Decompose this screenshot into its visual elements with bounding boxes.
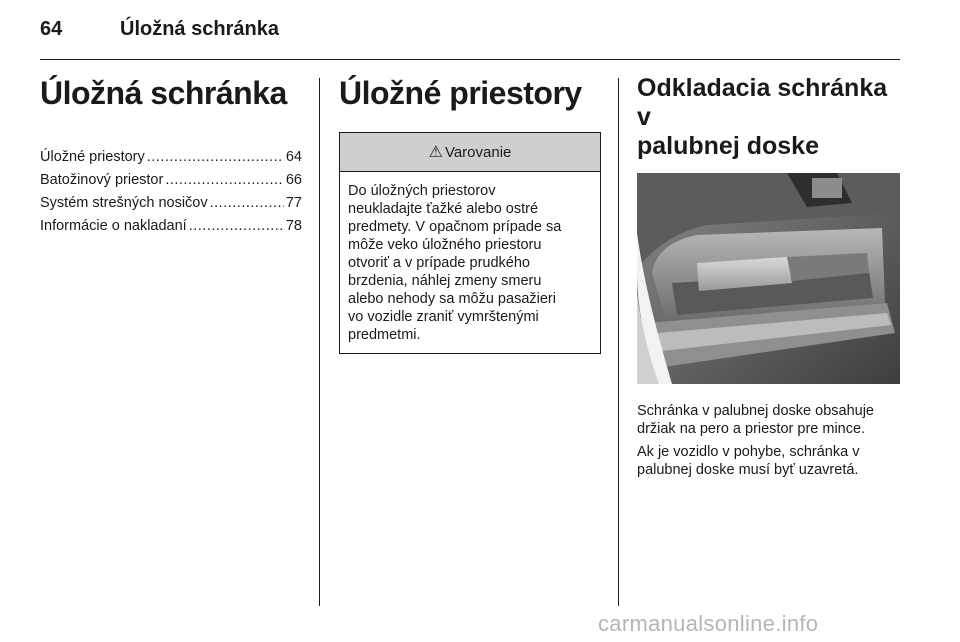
subsection-title-line: palubnej doske (637, 132, 819, 160)
toc-item-page: 64 (285, 149, 302, 165)
warning-triangle-icon: ⚠ (428, 144, 443, 161)
paragraph-line: Ak je vozidlo v pohybe, schránka v (637, 444, 860, 460)
column-divider-1 (319, 78, 320, 606)
warning-line: predmety. V opačnom prípade sa (348, 219, 562, 235)
toc-item-page: 66 (285, 172, 302, 188)
warning-line: neukladajte ťažké alebo ostré (348, 201, 539, 217)
section-title: Úložné priestory (339, 75, 582, 111)
warning-line: alebo nehody sa môžu pasažieri (348, 291, 556, 307)
toc-item-label: Systém strešných nosičov (40, 195, 208, 211)
paragraph-line: držiak na pero a priestor pre mince. (637, 421, 866, 437)
warning-line: predmetmi. (348, 327, 421, 343)
page-header (40, 14, 900, 58)
column-3 (637, 74, 900, 479)
chapter-title: Úložná schránka (40, 75, 287, 111)
toc-item[interactable] (40, 169, 302, 192)
toc-item[interactable] (40, 192, 302, 215)
paragraph (637, 402, 900, 438)
paragraph-line: Schránka v palubnej doske obsahuje (637, 403, 874, 419)
warning-line: brzdenia, náhlej zmeny smeru (348, 273, 542, 289)
warning-line: môže veko úložného priestoru (348, 237, 542, 253)
running-title: Úložná schránka (120, 18, 279, 40)
toc-item-label: Úložné priestory (40, 149, 145, 165)
toc-leader-dots (210, 192, 284, 215)
warning-heading: Varovanie (444, 143, 512, 161)
toc-item[interactable] (40, 215, 302, 238)
toc-item-label: Informácie o nakladaní (40, 218, 187, 234)
toc-leader-dots (165, 169, 284, 192)
toc-item[interactable] (40, 146, 302, 169)
column-divider-2 (618, 78, 619, 606)
warning-text (340, 172, 600, 353)
warning-header (340, 133, 600, 172)
toc-item-page: 77 (285, 195, 302, 211)
paragraph-line: palubnej doske musí byť uzavretá. (637, 462, 859, 478)
column-1 (40, 74, 302, 254)
page-number: 64 (40, 18, 63, 40)
column-2 (339, 74, 601, 354)
warning-line: Do úložných priestorov (348, 183, 496, 199)
table-of-contents (40, 146, 302, 238)
toc-item-label: Batožinový priestor (40, 172, 164, 188)
header-rule (40, 59, 900, 60)
toc-leader-dots (189, 215, 284, 238)
toc-item-page: 78 (285, 218, 302, 234)
watermark: carmanualsonline.info (598, 611, 819, 636)
paragraph (637, 443, 900, 479)
warning-box (339, 132, 601, 354)
subsection-title (637, 74, 900, 161)
toc-leader-dots (147, 146, 284, 169)
warning-line: vo vozidle zraniť vymrštenými (348, 309, 539, 325)
glovebox-photo (637, 173, 900, 384)
warning-line: otvoriť a v prípade prudkého (348, 255, 530, 271)
subsection-title-line: Odkladacia schránka v (637, 74, 888, 131)
